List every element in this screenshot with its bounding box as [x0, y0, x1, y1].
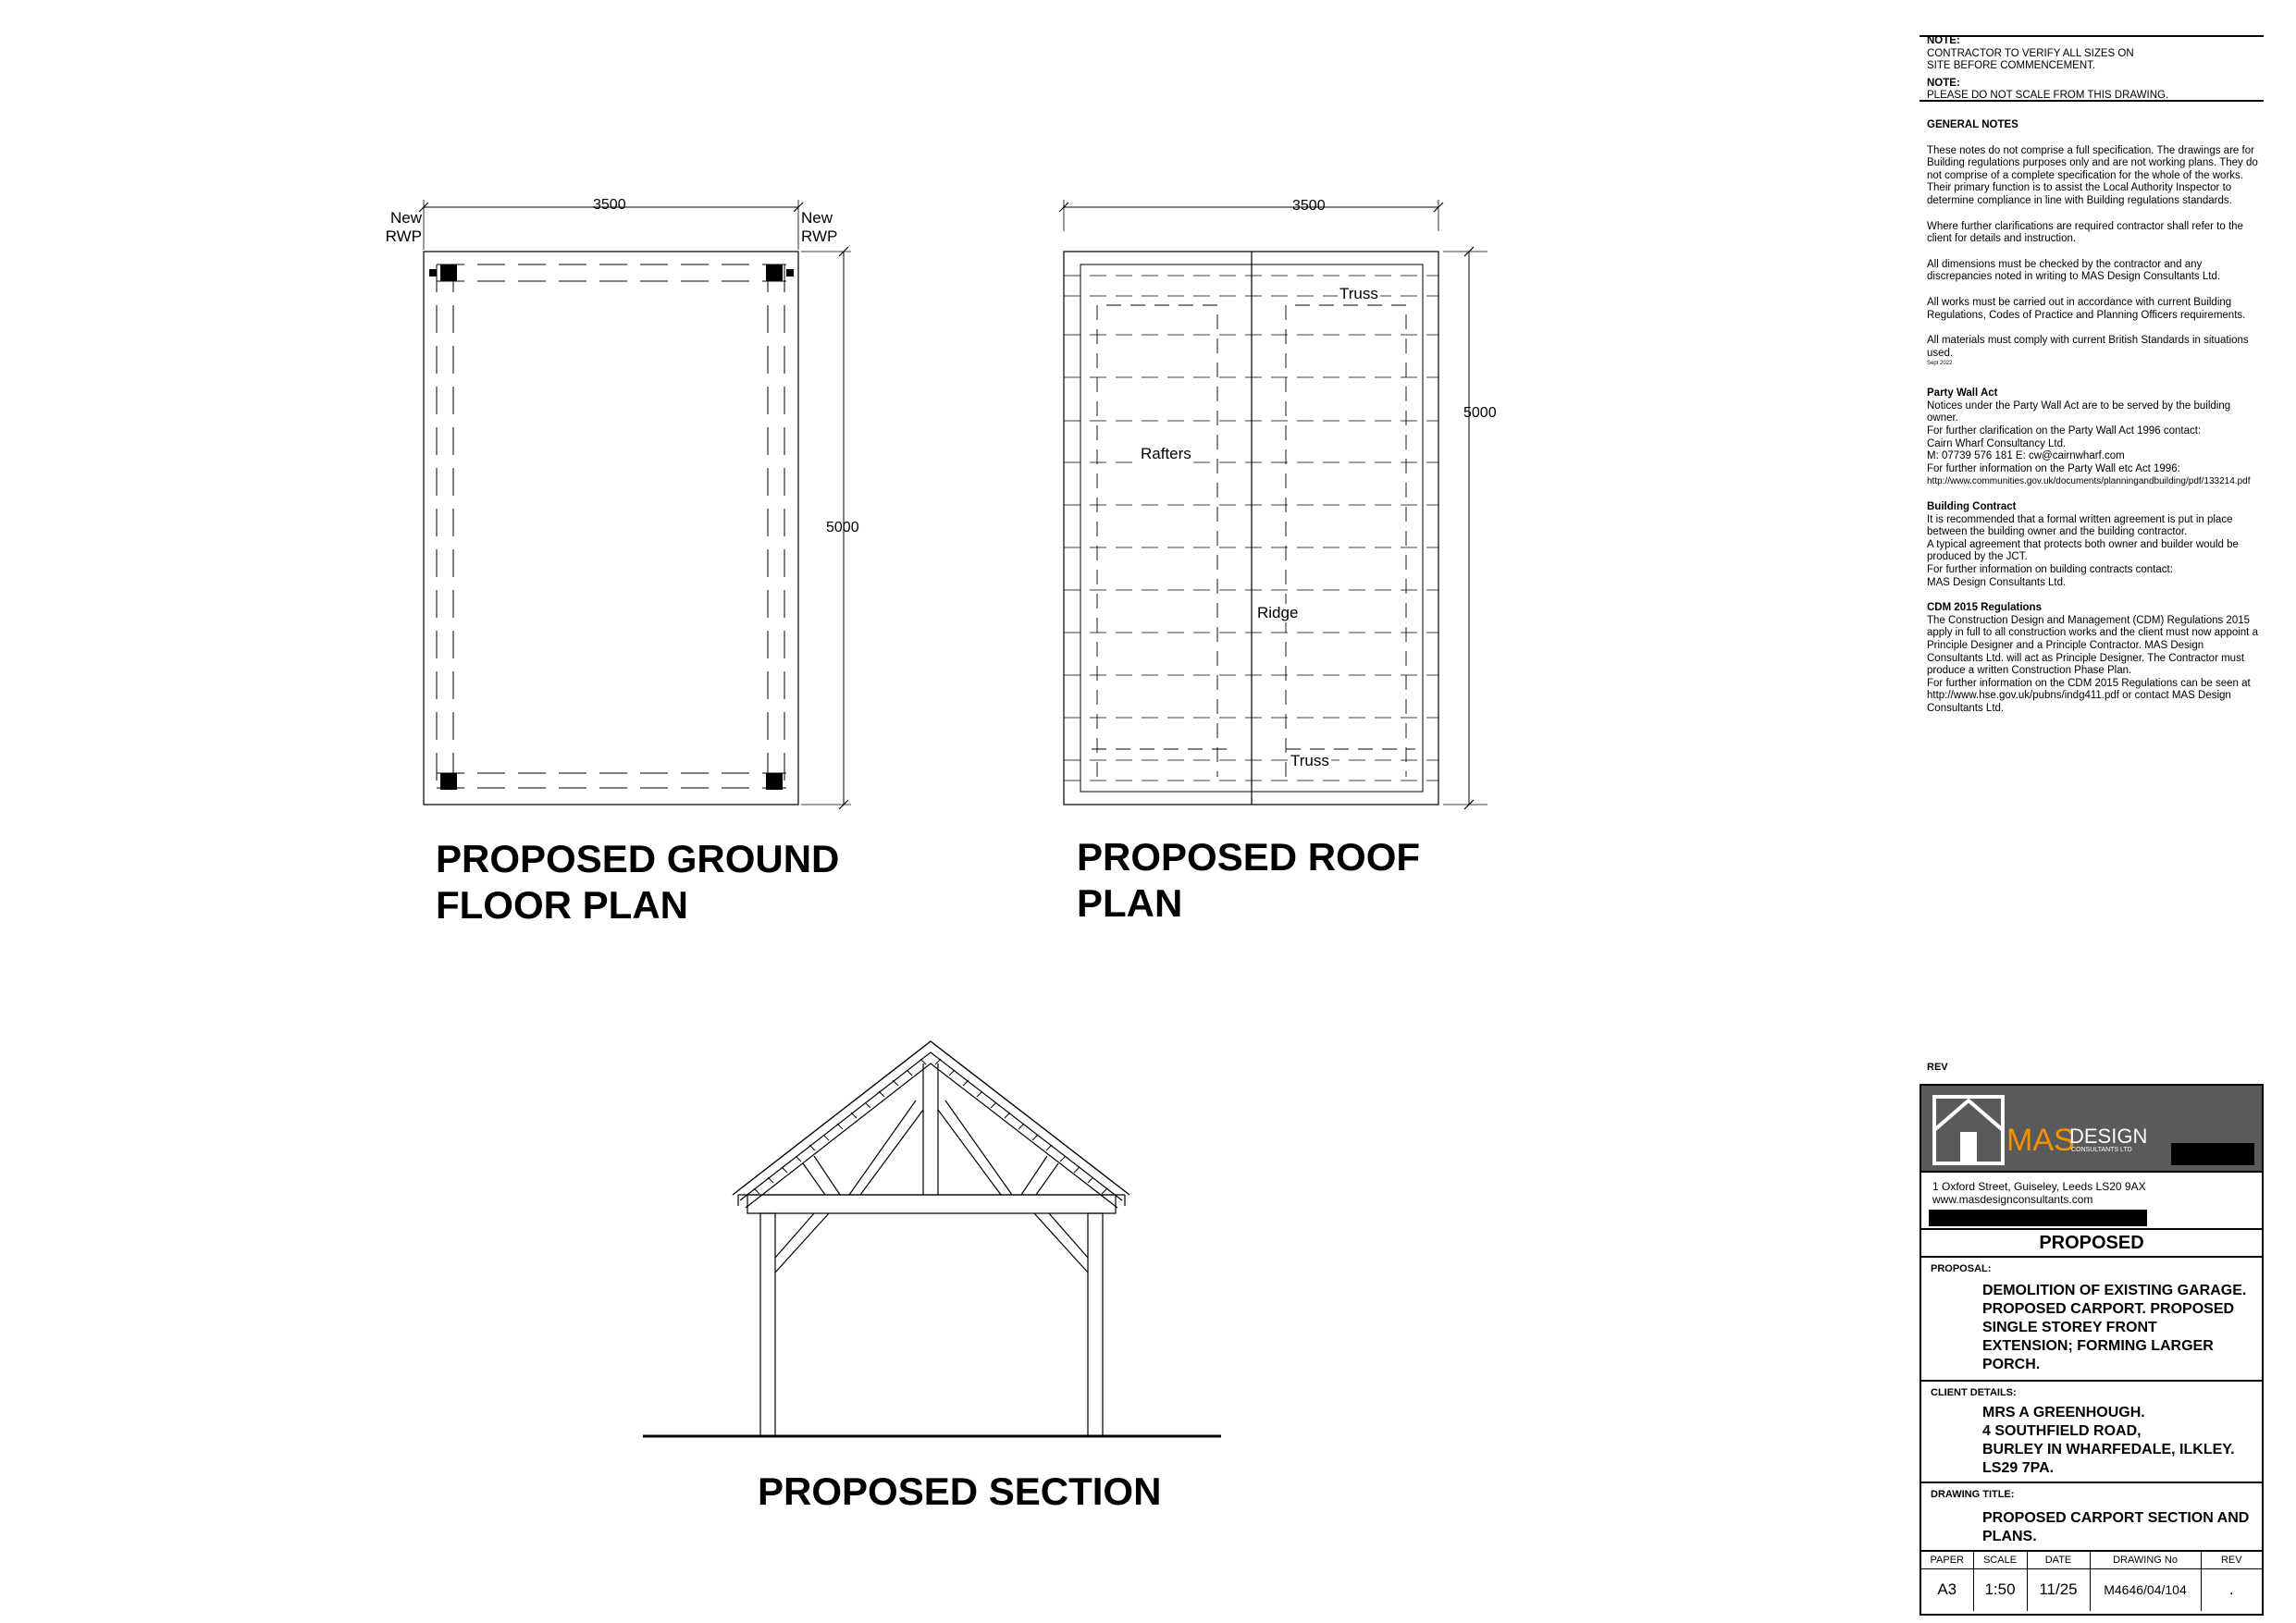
party-wall-l3: Cairn Wharf Consultancy Ltd. — [1927, 437, 2067, 449]
rev-label: REV — [1927, 1062, 1948, 1073]
client-line-1: MRS A GREENHOUGH. — [1982, 1405, 2145, 1420]
col-date: DATE — [2027, 1552, 2090, 1568]
notes-column — [1927, 35, 2262, 716]
ground-width-dim: 3500 — [593, 197, 626, 213]
party-wall-url: http://www.communities.gov.uk/documents/planningandbuilding/pdf/133214.pdf — [1927, 476, 2251, 487]
left-post — [760, 1213, 775, 1436]
general-notes-date: Sept 2022 — [1927, 361, 1953, 367]
truss-top-label: Truss — [1339, 285, 1378, 302]
building-contract-l3: For further information on building contracts contact: — [1927, 564, 2173, 575]
section-title: PROPOSED SECTION — [758, 1469, 1162, 1513]
party-wall-head: Party Wall Act — [1927, 387, 1998, 400]
company-address: 1 Oxford Street, Guiseley, Leeds LS20 9AX — [1932, 1180, 2146, 1193]
logo-design-text: DESIGN — [2069, 1125, 2148, 1148]
general-notes-p5: All materials must comply with current British Standards in situations used. — [1927, 335, 2249, 359]
ground-depth-dim: 5000 — [826, 520, 859, 535]
col-paper: PAPER — [1921, 1552, 1973, 1568]
title-block — [1920, 1084, 2264, 1616]
redacted-bar — [1929, 1210, 2147, 1226]
company-website: www.masdesignconsultants.com — [1932, 1193, 2093, 1206]
left-rwp-label: New RWP — [385, 209, 422, 245]
proposal-caption: PROPOSAL: — [1931, 1263, 1992, 1274]
drawing-title-section — [1921, 1482, 2262, 1552]
general-notes-p3: All dimensions must be checked by the contractor and any discrepancies noted in writing to MAS Design Consultants Ltd. — [1927, 258, 2221, 283]
roof-plan — [1059, 200, 1487, 809]
note1-text: CONTRACTOR TO VERIFY ALL SIZES ON SITE BEFORE COMMENCEMENT. — [1927, 47, 2134, 72]
redacted-block — [2171, 1143, 2254, 1165]
roof-tiles — [754, 1059, 1107, 1194]
drawing-title-text: PROPOSED CARPORT SECTION AND PLANS. — [1982, 1510, 2250, 1544]
note2-head: NOTE: — [1927, 77, 1960, 89]
status-section — [1921, 1228, 2262, 1258]
general-notes-p4: All works must be carried out in accordance with current Building Regulations, Codes of Practice and Planning Officers requirements. — [1927, 296, 2246, 321]
building-contract-l1: It is recommended that a formal written agreement is put in place between the building owner and the building contractor. — [1927, 513, 2233, 538]
val-drawing-no: M4646/04/104 — [2090, 1568, 2201, 1611]
client-caption: CLIENT DETAILS: — [1931, 1387, 2017, 1398]
rafters-label: Rafters — [1141, 445, 1191, 462]
general-notes-p1: These notes do not comprise a full specification. The drawings are for Building regulations purposes only and are not working plans. They do not comprise of a complete specification for the whole of the works. Their primary function is to assist the Local Authority Inspector to determine compliance in line with Building regulations standards. — [1927, 144, 2258, 206]
client-section — [1921, 1380, 2262, 1482]
client-line-3: BURLEY IN WHARFEDALE, ILKLEY. — [1982, 1442, 2235, 1457]
info-table — [1921, 1552, 2262, 1611]
note2-text: PLEASE DO NOT SCALE FROM THIS DRAWING. — [1927, 90, 2169, 102]
address-section — [1921, 1171, 2262, 1228]
info-value-row — [1921, 1568, 2262, 1611]
drawing-status: PROPOSED — [2039, 1233, 2144, 1253]
cdm-p1: The Construction Design and Management (CDM) Regulations 2015 apply in full to all construction works and the client must now appoint a Principle Designer and a Principle Contractor. MAS Design Consultants Ltd. will act as Principle Designer. The Contractor must produce a written Construction Phase Plan. — [1927, 614, 2258, 677]
party-wall-l4: M: 07739 576 181 E: cw@cairnwharf.com — [1927, 450, 2125, 462]
val-date: 11/25 — [2027, 1568, 2090, 1611]
cdm-head: CDM 2015 Regulations — [1927, 602, 2042, 614]
val-scale: 1:50 — [1973, 1568, 2027, 1611]
drawing-title-caption: DRAWING TITLE: — [1931, 1489, 2015, 1500]
house-logo-icon — [1932, 1095, 2005, 1165]
note1-head: NOTE: — [1927, 35, 1960, 46]
carport-section — [643, 1041, 1221, 1436]
col-rev: REV — [2201, 1552, 2262, 1568]
party-wall-l2: For further clarification on the Party Wall Act 1996 contact: — [1927, 425, 2202, 437]
ground-plan-outline — [424, 252, 798, 805]
general-notes-head: GENERAL NOTES — [1927, 118, 2018, 130]
drawing-info-table — [1921, 1550, 2262, 1617]
ground-floor-plan — [419, 200, 851, 809]
col-drawing-no: DRAWING No — [2090, 1552, 2201, 1568]
general-notes-p2: Where further clarifications are required contractor shall refer to the client for details and instruction. — [1927, 220, 2243, 245]
roof-width-dim: 3500 — [1292, 198, 1326, 214]
col-scale: SCALE — [1973, 1552, 2027, 1568]
building-contract-l4: MAS Design Consultants Ltd. — [1927, 576, 2067, 588]
proposal-text: DEMOLITION OF EXISTING GARAGE. PROPOSED CARPORT. PROPOSED SINGLE STOREY FRONT EXTENSION; FORMING LARGER PORCH. — [1982, 1283, 2247, 1372]
client-line-4: LS29 7PA. — [1982, 1460, 2055, 1476]
right-post — [1088, 1213, 1103, 1436]
tie-beam — [747, 1195, 1116, 1213]
right-rwp-label: New RWP — [801, 209, 838, 245]
party-wall-l1: Notices under the Party Wall Act are to be served by the building owner. — [1927, 400, 2231, 424]
client-line-2: 4 SOUTHFIELD ROAD, — [1982, 1423, 2142, 1439]
info-header-row — [1921, 1552, 2262, 1568]
logo-consultants-text: CONSULTANTS LTD — [2071, 1147, 2132, 1153]
party-wall-l5: For further information on the Party Wall etc Act 1996: — [1927, 462, 2180, 474]
roof-depth-dim: 5000 — [1463, 405, 1497, 421]
company-logo-panel — [1921, 1086, 2262, 1171]
ground-plan-posts — [429, 264, 794, 790]
truss-bottom-label: Truss — [1290, 752, 1329, 769]
cdm-p2: For further information on the CDM 2015 Regulations can be seen at http://www.hse.gov.uk/pubns/indg411.pdf or contact MAS Design Consultants Ltd. — [1927, 677, 2251, 714]
proposal-section — [1921, 1256, 2262, 1382]
logo-mas-text: MAS — [2006, 1123, 2075, 1158]
ground-plan-title: PROPOSED GROUND FLOOR PLAN — [436, 837, 840, 927]
roof-plan-title: PROPOSED ROOF PLAN — [1077, 835, 1421, 925]
roof-trusses — [1092, 305, 1415, 777]
ridge-label: Ridge — [1257, 604, 1299, 621]
val-paper: A3 — [1921, 1568, 1973, 1611]
building-contract-head: Building Contract — [1927, 501, 2017, 513]
ground-plan-beams — [437, 264, 786, 788]
building-contract-l2: A typical agreement that protects both owner and builder would be produced by the JCT. — [1927, 538, 2239, 563]
val-rev: . — [2228, 1580, 2234, 1599]
